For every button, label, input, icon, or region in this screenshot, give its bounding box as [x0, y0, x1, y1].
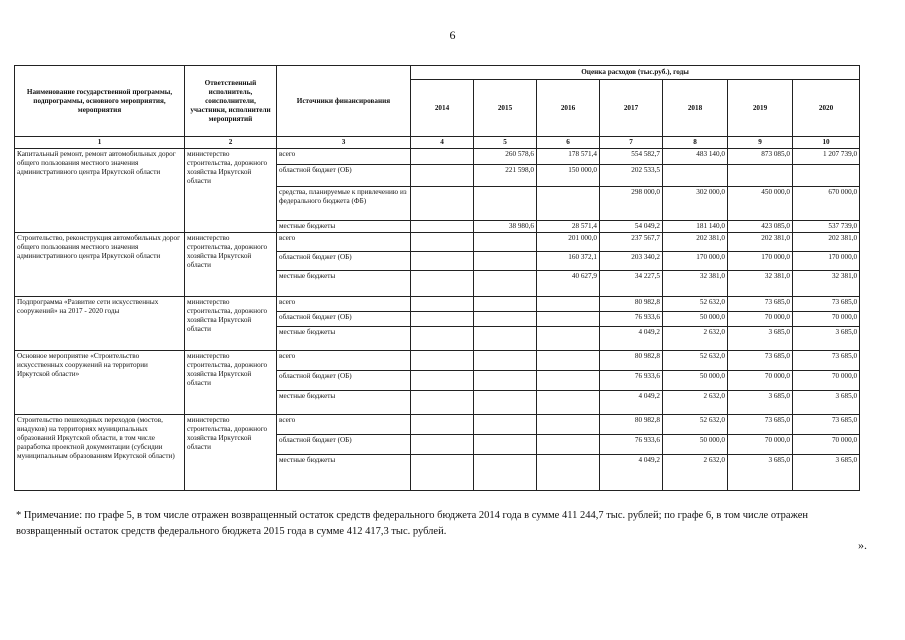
value-cell: 203 340,2 — [600, 252, 663, 271]
value-cell — [474, 435, 537, 455]
value-cell — [474, 252, 537, 271]
value-cell — [411, 455, 474, 491]
value-cell — [537, 312, 600, 327]
value-cell: 76 933,6 — [600, 371, 663, 391]
funding-source-cell: областной бюджет (ОБ) — [277, 165, 411, 187]
value-cell — [537, 435, 600, 455]
value-cell — [474, 187, 537, 221]
value-cell: 54 049,2 — [600, 221, 663, 233]
value-cell: 483 140,0 — [663, 149, 728, 165]
executor-cell: министерство строительства, дорожного хозяйства Иркутской области — [185, 297, 277, 351]
value-cell — [474, 327, 537, 351]
value-cell: 302 000,0 — [663, 187, 728, 221]
value-cell — [474, 351, 537, 371]
value-cell — [474, 297, 537, 312]
value-cell: 34 227,5 — [600, 271, 663, 297]
column-number: 3 — [277, 137, 411, 149]
value-cell: 2 632,0 — [663, 391, 728, 415]
header-sources: Источники финансирования — [277, 66, 411, 137]
value-cell: 73 685,0 — [728, 415, 793, 435]
value-cell: 873 085,0 — [728, 149, 793, 165]
value-cell — [411, 351, 474, 371]
program-name-cell: Капитальный ремонт, ремонт автомобильных дорог общего пользования местного значения административного центра Иркутской области — [15, 149, 185, 233]
value-cell: 202 381,0 — [663, 233, 728, 252]
value-cell: 237 567,7 — [600, 233, 663, 252]
value-cell: 38 980,6 — [474, 221, 537, 233]
funding-source-cell: местные бюджеты — [277, 455, 411, 491]
table-row — [15, 351, 860, 371]
funding-source-cell: областной бюджет (ОБ) — [277, 435, 411, 455]
column-number: 2 — [185, 137, 277, 149]
executor-cell: министерство строительства, дорожного хозяйства Иркутской области — [185, 415, 277, 491]
page-number: 6 — [449, 28, 456, 42]
closing-mark: ». — [858, 538, 867, 552]
program-name-cell: Строительство пешеходных переходов (мостов, виадуков) на территориях муниципальных образований Иркутской области, в том числе разработка проектной документации (субсидии муниципальным образованиям Иркутской области) — [15, 415, 185, 491]
value-cell — [411, 415, 474, 435]
value-cell: 80 982,8 — [600, 415, 663, 435]
funding-source-cell: местные бюджеты — [277, 391, 411, 415]
year-header: 2019 — [728, 80, 793, 137]
value-cell: 73 685,0 — [728, 297, 793, 312]
year-header: 2014 — [411, 80, 474, 137]
value-cell: 202 381,0 — [793, 233, 860, 252]
program-name-cell: Основное мероприятие «Строительство искусственных сооружений на территории Иркутской области» — [15, 351, 185, 415]
column-number: 6 — [537, 137, 600, 149]
column-number-row — [15, 137, 860, 149]
value-cell: 52 632,0 — [663, 351, 728, 371]
table-row — [15, 415, 860, 435]
funding-source-cell: местные бюджеты — [277, 271, 411, 297]
funding-source-cell: всего — [277, 233, 411, 252]
value-cell — [537, 351, 600, 371]
funding-source-cell: всего — [277, 297, 411, 312]
value-cell — [537, 391, 600, 415]
year-header: 2018 — [663, 80, 728, 137]
value-cell: 73 685,0 — [793, 415, 860, 435]
value-cell: 160 372,1 — [537, 252, 600, 271]
value-cell: 554 582,7 — [600, 149, 663, 165]
value-cell: 3 685,0 — [793, 391, 860, 415]
value-cell — [411, 312, 474, 327]
value-cell: 178 571,4 — [537, 149, 600, 165]
value-cell: 73 685,0 — [728, 351, 793, 371]
value-cell — [411, 435, 474, 455]
value-cell: 70 000,0 — [793, 312, 860, 327]
value-cell — [411, 221, 474, 233]
value-cell: 4 049,2 — [600, 327, 663, 351]
executor-cell: министерство строительства, дорожного хозяйства Иркутской области — [185, 149, 277, 233]
value-cell: 4 049,2 — [600, 455, 663, 491]
value-cell: 28 571,4 — [537, 221, 600, 233]
value-cell: 202 381,0 — [728, 233, 793, 252]
value-cell: 73 685,0 — [793, 351, 860, 371]
value-cell: 1 207 739,0 — [793, 149, 860, 165]
value-cell — [411, 371, 474, 391]
value-cell: 537 739,0 — [793, 221, 860, 233]
value-cell: 170 000,0 — [728, 252, 793, 271]
value-cell: 32 381,0 — [728, 271, 793, 297]
table-body — [15, 149, 860, 491]
value-cell: 32 381,0 — [793, 271, 860, 297]
funding-source-cell: местные бюджеты — [277, 221, 411, 233]
year-header: 2020 — [793, 80, 860, 137]
value-cell — [474, 391, 537, 415]
value-cell — [537, 455, 600, 491]
value-cell: 2 632,0 — [663, 455, 728, 491]
column-number: 8 — [663, 137, 728, 149]
value-cell — [537, 415, 600, 435]
value-cell: 76 933,6 — [600, 435, 663, 455]
value-cell — [663, 165, 728, 187]
value-cell — [411, 187, 474, 221]
value-cell — [411, 327, 474, 351]
value-cell — [537, 371, 600, 391]
value-cell: 32 381,0 — [663, 271, 728, 297]
value-cell — [474, 271, 537, 297]
value-cell: 202 533,5 — [600, 165, 663, 187]
value-cell — [411, 297, 474, 312]
funding-source-cell: всего — [277, 149, 411, 165]
year-header: 2016 — [537, 80, 600, 137]
funding-source-cell: областной бюджет (ОБ) — [277, 371, 411, 391]
value-cell: 40 627,9 — [537, 271, 600, 297]
value-cell: 70 000,0 — [728, 371, 793, 391]
footnote: * Примечание: по графе 5, в том числе отражен возвращенный остаток средств федерального бюджета 2014 года в сумме 411 244,7 тыс. рублей; по графе 6, в том числе отражен возвращенный остаток средств федерального бюджета 2015 года в сумме 412 417,3 тыс. рублей. — [16, 510, 808, 537]
value-cell — [411, 165, 474, 187]
value-cell — [793, 165, 860, 187]
value-cell: 670 000,0 — [793, 187, 860, 221]
value-cell — [474, 312, 537, 327]
value-cell: 70 000,0 — [728, 435, 793, 455]
value-cell: 423 085,0 — [728, 221, 793, 233]
value-cell: 150 000,0 — [537, 165, 600, 187]
executor-cell: министерство строительства, дорожного хозяйства Иркутской области — [185, 351, 277, 415]
value-cell: 50 000,0 — [663, 435, 728, 455]
value-cell: 52 632,0 — [663, 415, 728, 435]
value-cell: 298 000,0 — [600, 187, 663, 221]
column-number: 5 — [474, 137, 537, 149]
program-name-cell: Подпрограмма «Развитие сети искусственных сооружений» на 2017 - 2020 годы — [15, 297, 185, 351]
funding-source-cell: всего — [277, 415, 411, 435]
executor-cell: министерство строительства, дорожного хозяйства Иркутской области — [185, 233, 277, 297]
value-cell: 3 685,0 — [793, 327, 860, 351]
value-cell: 50 000,0 — [663, 312, 728, 327]
funding-source-cell: областной бюджет (ОБ) — [277, 252, 411, 271]
value-cell — [474, 415, 537, 435]
value-cell: 76 933,6 — [600, 312, 663, 327]
funding-source-cell: местные бюджеты — [277, 327, 411, 351]
value-cell — [537, 297, 600, 312]
value-cell: 70 000,0 — [728, 312, 793, 327]
header-name: Наименование государственной программы, подпрограммы, основного мероприятия, мероприятия — [15, 66, 185, 137]
value-cell: 3 685,0 — [728, 327, 793, 351]
funding-source-cell: средства, планируемые к привлечению из федерального бюджета (ФБ) — [277, 187, 411, 221]
header-executor: Ответственный исполнитель, соисполнители, участники, исполнители мероприятий — [185, 66, 277, 137]
value-cell: 70 000,0 — [793, 435, 860, 455]
value-cell — [411, 271, 474, 297]
value-cell: 52 632,0 — [663, 297, 728, 312]
value-cell — [474, 455, 537, 491]
value-cell: 80 982,8 — [600, 351, 663, 371]
table-row — [15, 233, 860, 252]
value-cell: 50 000,0 — [663, 371, 728, 391]
value-cell: 3 685,0 — [793, 455, 860, 491]
value-cell: 4 049,2 — [600, 391, 663, 415]
value-cell — [411, 233, 474, 252]
value-cell: 260 578,6 — [474, 149, 537, 165]
value-cell: 181 140,0 — [663, 221, 728, 233]
value-cell: 450 000,0 — [728, 187, 793, 221]
value-cell: 73 685,0 — [793, 297, 860, 312]
value-cell — [411, 391, 474, 415]
value-cell — [474, 371, 537, 391]
year-header: 2017 — [600, 80, 663, 137]
header-estimate: Оценка расходов (тыс.руб.), годы — [411, 66, 860, 80]
value-cell — [537, 327, 600, 351]
value-cell: 2 632,0 — [663, 327, 728, 351]
value-cell: 201 000,0 — [537, 233, 600, 252]
year-header: 2015 — [474, 80, 537, 137]
expenditure-table — [14, 65, 860, 491]
value-cell: 3 685,0 — [728, 391, 793, 415]
funding-source-cell: всего — [277, 351, 411, 371]
column-number: 9 — [728, 137, 793, 149]
funding-source-cell: областной бюджет (ОБ) — [277, 312, 411, 327]
column-number: 10 — [793, 137, 860, 149]
value-cell: 221 598,0 — [474, 165, 537, 187]
table-row — [15, 149, 860, 165]
value-cell: 170 000,0 — [663, 252, 728, 271]
column-number: 7 — [600, 137, 663, 149]
value-cell: 170 000,0 — [793, 252, 860, 271]
value-cell: 3 685,0 — [728, 455, 793, 491]
value-cell — [728, 165, 793, 187]
program-name-cell: Строительство, реконструкция автомобильных дорог общего пользования местного значения административного центра Иркутской области — [15, 233, 185, 297]
table-row — [15, 297, 860, 312]
column-number: 4 — [411, 137, 474, 149]
value-cell — [537, 187, 600, 221]
value-cell — [411, 149, 474, 165]
value-cell — [411, 252, 474, 271]
column-number: 1 — [15, 137, 185, 149]
value-cell — [474, 233, 537, 252]
value-cell: 80 982,8 — [600, 297, 663, 312]
value-cell: 70 000,0 — [793, 371, 860, 391]
